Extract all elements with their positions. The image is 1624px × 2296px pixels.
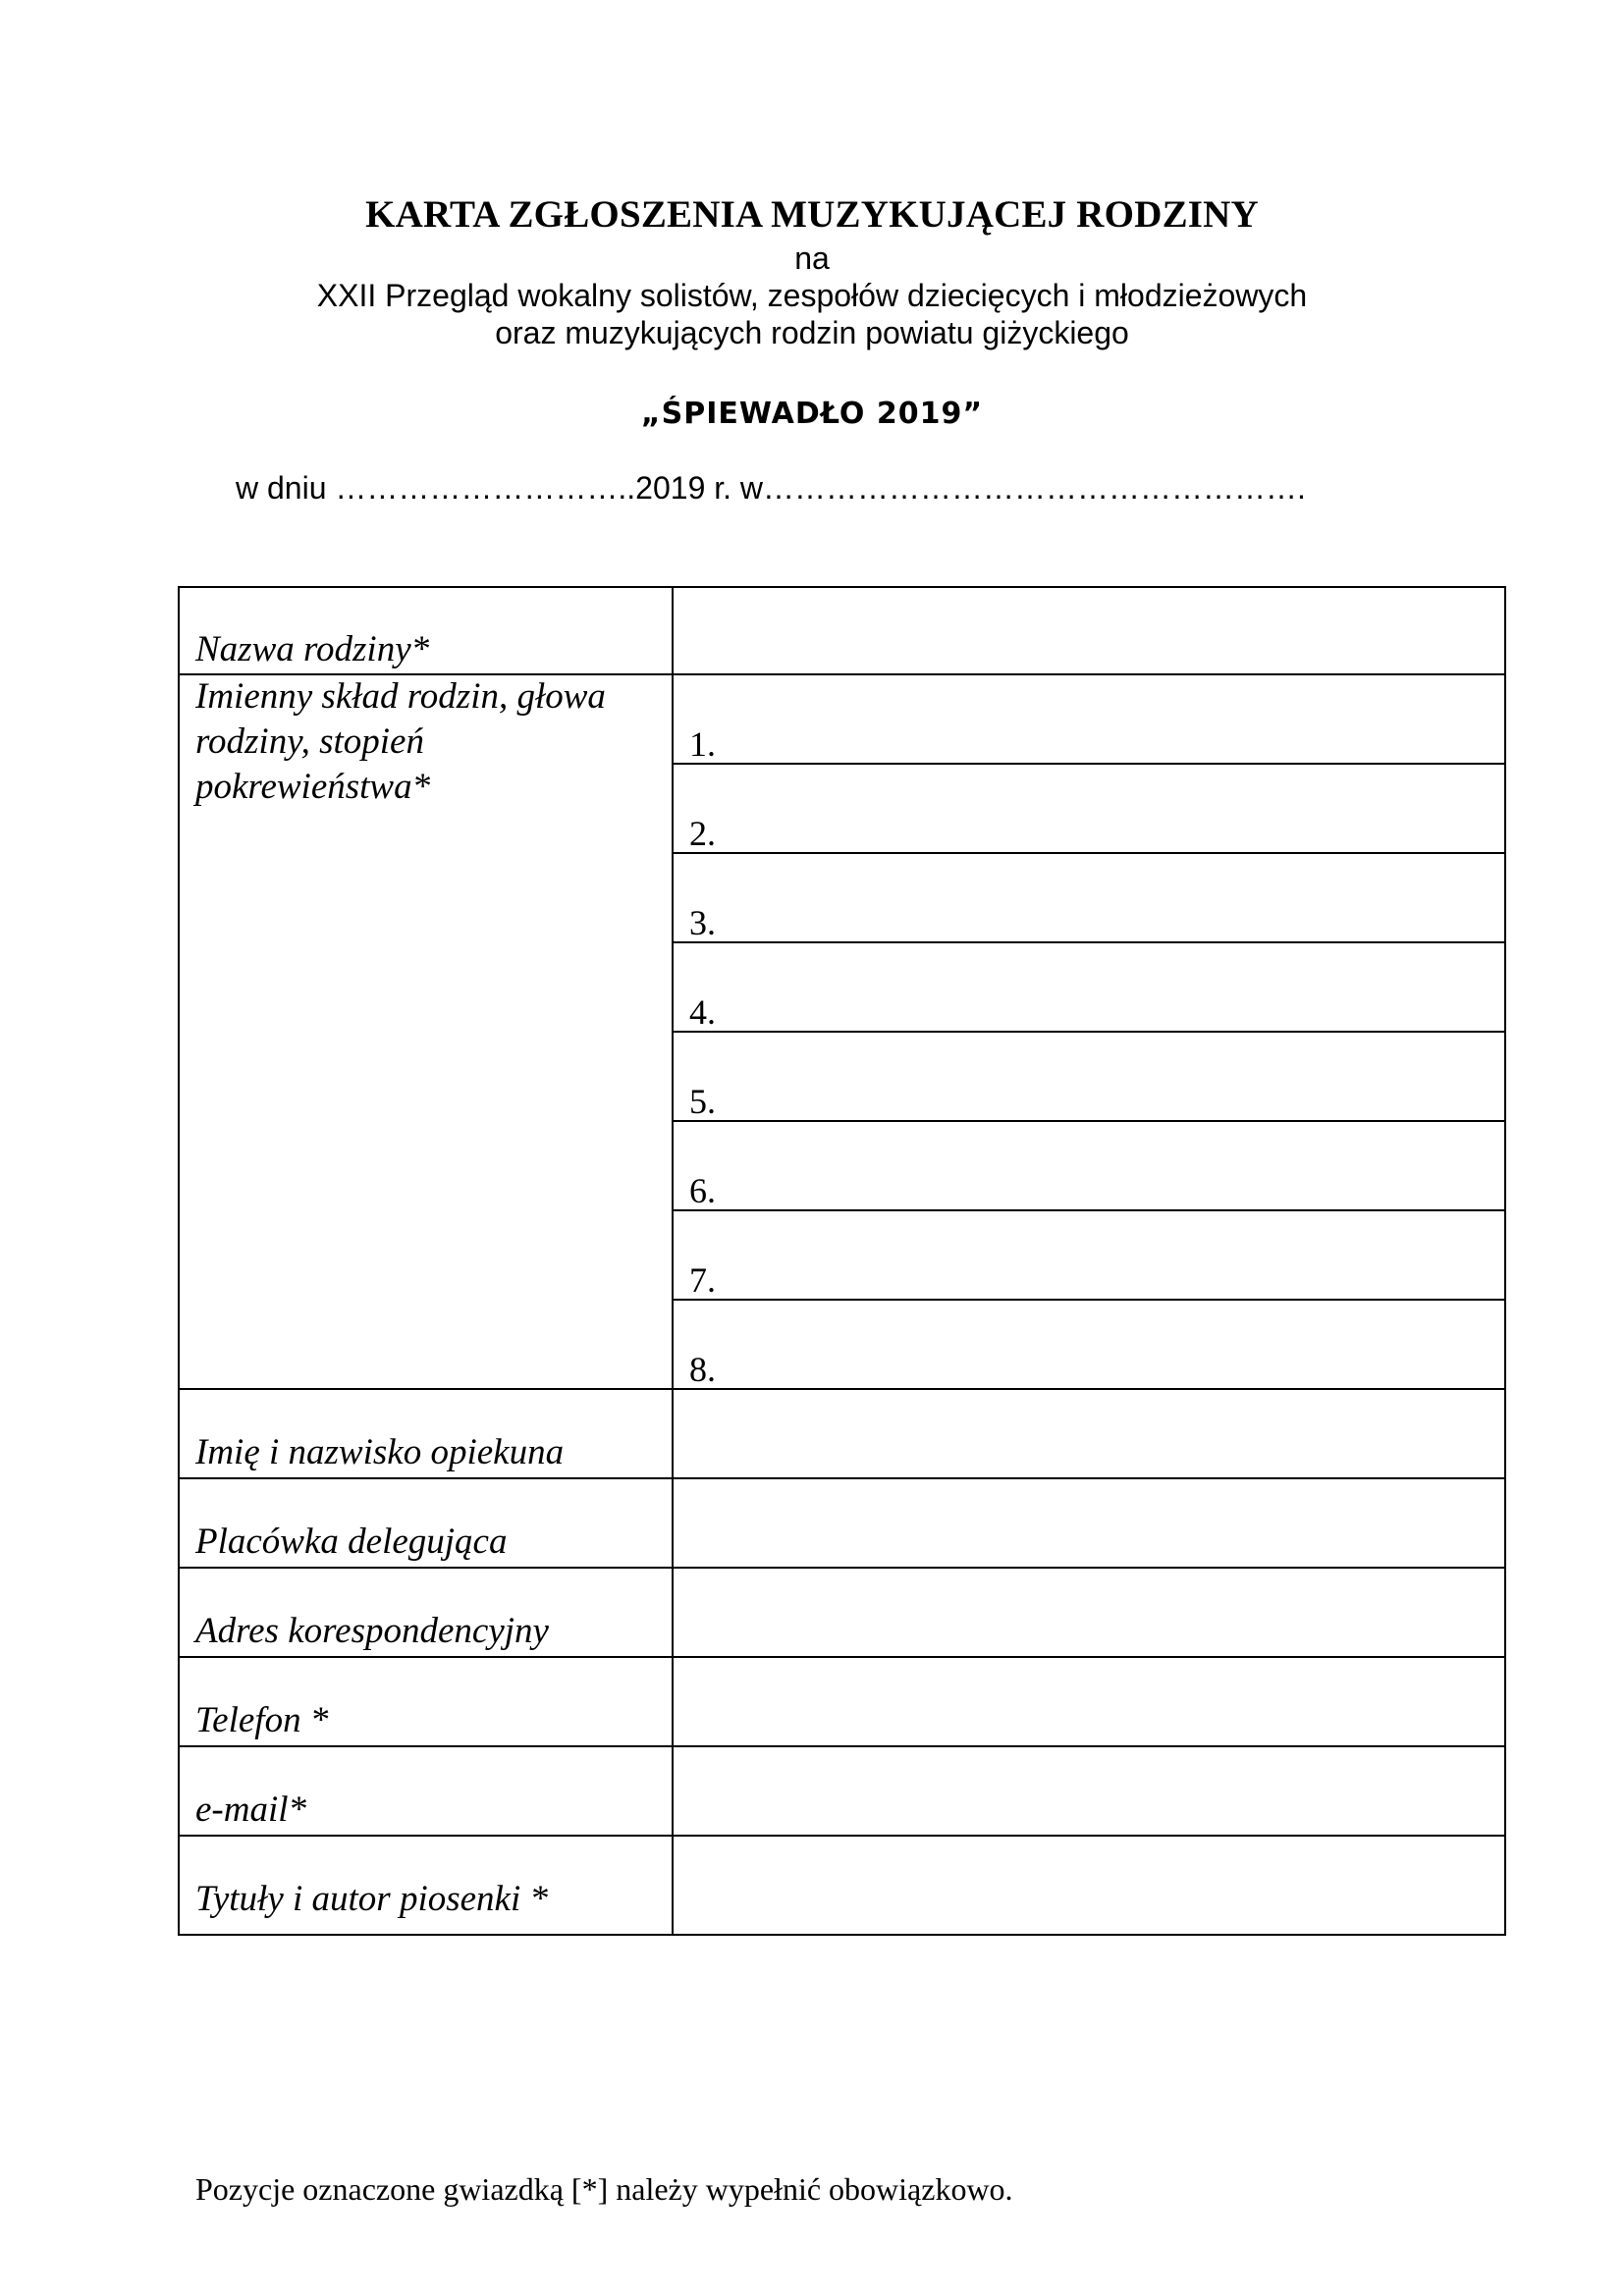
songs-label: Tytuły i autor piosenki * xyxy=(195,1879,548,1919)
phone-label: Telefon * xyxy=(195,1700,329,1740)
member-number: 1. xyxy=(689,724,716,764)
family-name-label: Nazwa rodziny* xyxy=(195,629,430,669)
event-name: „ŚPIEWADŁO 2019” xyxy=(640,397,984,431)
title-preposition: na xyxy=(794,240,830,276)
email-label: e-mail* xyxy=(195,1789,307,1830)
member-number: 4. xyxy=(689,992,716,1032)
address-field[interactable] xyxy=(674,1569,1502,1656)
member-number: 6. xyxy=(689,1171,716,1210)
registration-table xyxy=(178,586,1504,1934)
member-number: 2. xyxy=(689,814,716,853)
family-name-field[interactable] xyxy=(674,588,1502,673)
date-place-line[interactable]: w dniu ………………………..2019 r. w……………………………………………. xyxy=(236,470,1306,506)
member-2-field[interactable] xyxy=(728,765,1502,852)
form-title: KARTA ZGŁOSZENIA MUZYKUJĄCEJ RODZINY xyxy=(365,193,1259,236)
event-description-line-1: XXII Przegląd wokalny solistów, zespołów dziecięcych i młodzieżowych xyxy=(316,278,1308,313)
member-5-field[interactable] xyxy=(728,1033,1502,1120)
member-4-field[interactable] xyxy=(728,943,1502,1031)
email-field[interactable] xyxy=(674,1747,1502,1835)
member-number: 3. xyxy=(689,903,716,942)
member-number: 5. xyxy=(689,1082,716,1121)
address-label: Adres korespondencyjny xyxy=(195,1611,549,1651)
member-number: 8. xyxy=(689,1350,716,1389)
guardian-label: Imię i nazwisko opiekuna xyxy=(195,1432,565,1472)
institution-label: Placówka delegująca xyxy=(195,1522,508,1562)
songs-field[interactable] xyxy=(674,1837,1502,1932)
member-7-field[interactable] xyxy=(728,1211,1502,1299)
member-8-field[interactable] xyxy=(728,1301,1502,1388)
member-number: 7. xyxy=(689,1260,716,1300)
member-3-field[interactable] xyxy=(728,854,1502,941)
member-6-field[interactable] xyxy=(728,1122,1502,1209)
phone-field[interactable] xyxy=(674,1658,1502,1745)
institution-field[interactable] xyxy=(674,1479,1502,1567)
guardian-field[interactable] xyxy=(674,1390,1502,1477)
event-description-line-2: oraz muzykujących rodzin powiatu giżyckiego xyxy=(495,315,1129,350)
member-1-field[interactable] xyxy=(728,675,1502,763)
members-label: Imienny skład rodzin, głowa rodziny, stopień pokrewieństwa* xyxy=(195,676,606,807)
mandatory-fields-note: Pozycje oznaczone gwiazdką [*] należy wypełnić obowiązkowo. xyxy=(195,2171,1013,2207)
